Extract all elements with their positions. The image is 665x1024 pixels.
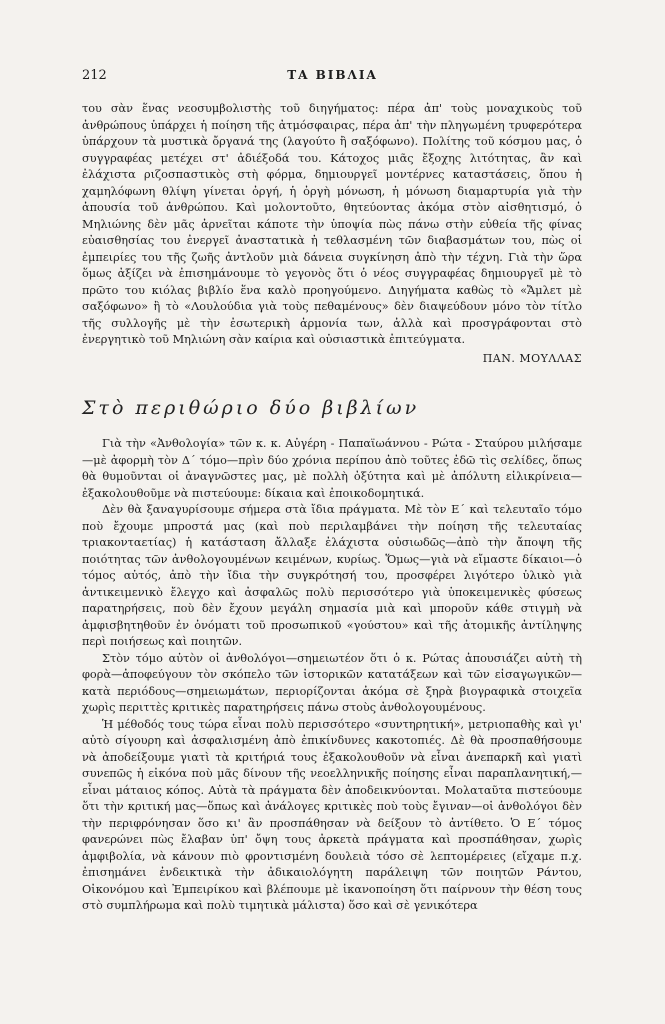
page-number: 212	[82, 68, 107, 83]
body-paragraph: Ἡ μέθοδός τους τώρα εἶναι πολὺ περισσότερο «συντηρητική», μετριοπαθὴς καὶ γι' αὐτὸ σίγουρη καὶ ἀσφαλισμένη ἀπὸ ἐπικίνδυνες κακοτοπιές. Δὲ θὰ προσπαθήσουμε νὰ ἀποδείξουμε γιατὶ τὰ κριτήριά τους ἐξακολουθοῦν νὰ εἶναι ἀνεπαρκῆ καὶ γιατὶ συνεπῶς ἡ εἰκόνα ποὺ μᾶς δίνουν τῆς νεοελληνικῆς ποίησης εἶναι παραπλανητική,—εἶναι μάταιος κόπος. Αὐτὰ τὰ πράγματα δὲν ἀποδεικνύονται. Μολαταῦτα πιστεύουμε ὅτι τὴν κριτική μας—ὅπως καὶ ἀνάλογες κριτικὲς ποὺ τοὺς ἔγιναν—οἱ ἀνθολόγοι δὲν τὴν περιφρόνησαν ὅσο κι' ἂν προσπάθησαν νὰ δείξουν τὸ ἀντίθετο. Ὁ Ε΄ τόμος φανερώνει πὼς ἔλαβαν ὑπ' ὄψη τους ἀρκετὰ πράγματα καὶ προσπάθησαν, χωρὶς ἀμφιβολία, νὰ κάνουν πιὸ φροντισμένη δουλειὰ τόσο σὲ λεπτομέρειες (εἴχαμε π.χ. ἐπισημάνει ἐνδεικτικὰ τὴν ἀδικαιολόγητη παράλειψη τῶν ποιητῶν Ράντου, Οἰκονόμου καὶ Ἐμπειρίκου καὶ βλέπουμε μὲ ἱκανοποίηση ὅτι παίρνουν τὴν θέση τους στὸ συμπλήρωμα καὶ πολὺ τιμητικὰ μάλιστα) ὅσο καὶ σὲ γενικότερα	[82, 717, 582, 912]
section-heading: Στὸ περιθώριο δύο βιβλίων	[82, 397, 420, 419]
body-paragraph: Γιὰ τὴν «Ἀνθολογία» τῶν κ. κ. Αὐγέρη - Παπαϊωάννου - Ρώτα - Σταύρου μιλήσαμε—μὲ ἀφορμὴ τὸν Δ΄ τόμο—πρὶν δύο χρόνια περίπου ἀπὸ τοῦτες ἐδῶ τὶς σελίδες, ὅπως θὰ θυμοῦνται οἱ ἀναγνῶστες μας, μὲ πολλὴ ὀξύτητα καὶ μὲ ἀπόλυτη εἰλικρίνεια—ἐξακολουθοῦμε νὰ πιστεύουμε: δίκαια καὶ ἐποικοδομητικά.	[82, 437, 582, 500]
running-title: ΤΑ ΒΙΒΛΙΑ	[287, 68, 378, 82]
review-paragraph: του σὰν ἕνας νεοσυμβολιστὴς τοῦ διηγήματος: πέρα ἀπ' τοὺς μοναχικοὺς τοῦ ἀνθρώπους ὑπάρχει ἡ ποίηση τῆς ἀτμόσφαιρας, πέρα ἀπ' τὴν πληγωμένη τρυφερότερα ὑπάρχουν τὰ μυστικὰ ὄργανά της (λαγούτο ἢ σαξόφωνο). Πολίτης τοῦ κόσμου μας, ὁ συγγραφέας μετέχει στ' ἀδιέξοδά του. Κάτοχος μιᾶς ἔξοχης λιτότητας, ἂν καὶ ἐλάχιστα ριζοσπαστικὸς στὴ φόρμα, δημιουργεῖ μοντέρνες καταστάσεις, ὅπου ἡ χαμηλόφωνη θλίψη γίνεται ὀργή, ἡ ὀργὴ μόνωση, ἡ μόνωση διαμαρτυρία γιὰ τὴν ἀπουσία τοῦ ἀνθρώπου. Καὶ μολοντοῦτο, θητεύοντας ἀκόμα στὸν αἰσθητισμό, ὁ Μηλιώνης δὲν μᾶς ἀρνεῖται κάποτε τὴν ὑποψία πὼς πάνω στὴν εὐθεία τῆς φίνας εὐαισθησίας του ἐνεργεῖ ἀναστατικὰ ἡ τεθλασμένη τῶν διαβασμάτων του, πὼς οἱ ἐμπειρίες του τῆς ζωῆς ἀντλοῦν μιὰ δάνεια συγκίνηση ἀπὸ τὴν τέχνη. Γιὰ τὴν ὥρα ὅμως ἀξίζει νὰ ἐπισημάνουμε τὸ γεγονὸς ὅτι ὁ νέος συγγραφέας δημιουργεῖ μὲ τὸ πρῶτο του κιόλας βιβλίο ἕνα καλὸ προηγούμενο. Διηγήματα καθὼς τὸ «Ἄμλετ μὲ σαξόφωνο» ἢ τὸ «Λουλούδια γιὰ τοὺς πεθαμένους» δὲν διαψεύδουν μόνο τὸν τίτλο τῆς συλλογῆς μὲ τὴν ἐσωτερικὴ ἁρμονία των, ἀλλὰ καὶ προσγράφονται στὸ ἐνεργητικὸ τοῦ Μηλιώνη σὰν καίρια καὶ οὐσιαστικὰ ἐπιτεύγματα.	[82, 102, 582, 346]
section-body	[82, 436, 582, 915]
body-paragraph: Δὲν θὰ ξαναγυρίσουμε σήμερα στὰ ἴδια πράγματα. Μὲ τὸν Ε΄ καὶ τελευταῖο τόμο ποὺ ἔχουμε μπροστά μας (καὶ ποὺ περιλαμβάνει τὴν ποίηση τῆς τελευταίας τριακονταετίας) ἡ κατάσταση ἄλλαξε ἐλάχιστα οὐσιωδῶς—ἀπὸ τὴν ἄποψη τῆς ποιότητας τῶν ἀνθολογουμένων κειμένων, κυρίως. Ὅμως—γιὰ νὰ εἴμαστε δίκαιοι—ὁ τόμος αὐτός, ἀπὸ τὴν ἴδια τὴν συγκρότησή του, προσφέρει λιγότερο ὑλικὸ γιὰ ἀντικειμενικὸ ἔλεγχο καὶ ἀσφαλῶς πολὺ περισσότερο γιὰ ὑποκειμενικὲς φύσεως παρατηρήσεις, ποὺ δὲν ἔχουν μεγάλη σημασία μιὰ καὶ μποροῦν κάθε στιγμὴ νὰ ἀμφισβητηθοῦν ἐν ὀνόματι τοῦ προσωπικοῦ «γούστου» καὶ τῆς ἀτομικῆς ἀντίληψης περὶ ποιήσεως καὶ ποιητῶν.	[82, 503, 582, 648]
author-signature: ΠΑΝ. ΜΟΥΛΛΑΣ	[482, 351, 582, 365]
review-continuation	[82, 101, 582, 367]
page-header	[82, 68, 583, 88]
body-paragraph: Στὸν τόμο αὐτὸν οἱ ἀνθολόγοι—σημειωτέον ὅτι ὁ κ. Ρώτας ἀπουσιάζει αὐτὴ τὴ φορὰ—ἀποφεύγουν τὸν σκόπελο τῶν ἱστορικῶν κατατάξεων καὶ τῶν εἰσαγωγικῶν—κατὰ περιόδους—σημειωμάτων, περιορίζονται ἀκόμα σὲ ξηρὰ βιογραφικὰ στοιχεῖα χωρὶς περιττὲς κριτικὲς παρατηρήσεις πάνω στοὺς ἀνθολογουμένους.	[82, 651, 582, 714]
